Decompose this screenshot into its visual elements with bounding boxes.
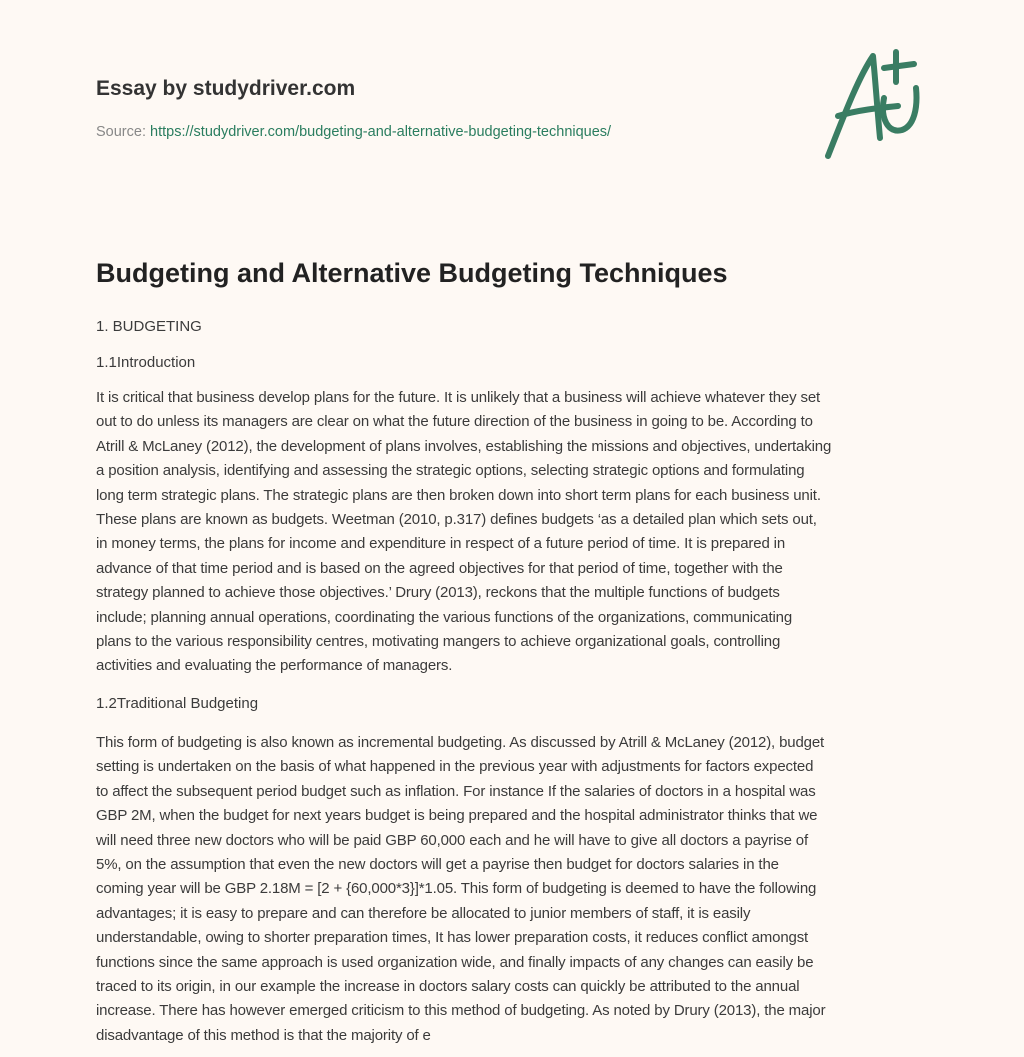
paragraph-line: traced to its origin, in our example the increase in doctors salary costs can quickly be attributed to the annual bbox=[96, 978, 800, 996]
paragraph-line: strategy planned to achieve those objectives.’ Drury (2013), reckons that the multiple functions of budgets bbox=[96, 584, 780, 602]
source-link[interactable]: https://studydriver.com/budgeting-and-alternative-budgeting-techniques/ bbox=[150, 124, 612, 140]
paragraph-line: to affect the subsequent period budget such as inflation. For instance If the salaries of doctors in a hospital was bbox=[96, 782, 816, 800]
paragraph-line: These plans are known as budgets. Weetman (2010, p.317) defines budgets ‘as a detailed plan which sets out, bbox=[96, 511, 817, 529]
paragraph-line: 5%, on the assumption that even the new doctors will get a payrise then budget for doctors salaries in the bbox=[96, 856, 779, 874]
paragraph-line: increase. There has however emerged criticism to this method of budgeting. As noted by Drury (2013), the major bbox=[96, 1002, 826, 1020]
document-title: Budgeting and Alternative Budgeting Techniques bbox=[96, 258, 728, 288]
paragraph-line: advantages; it is easy to prepare and can therefore be allocated to junior members of staff, it is easily bbox=[96, 904, 751, 922]
paragraph-line: activities and evaluating the performance of managers. bbox=[96, 657, 453, 675]
site-brand: Essay by studydriver.com bbox=[96, 77, 356, 100]
paragraph-traditional-budgeting bbox=[96, 731, 976, 1048]
paragraph-line: This form of budgeting is also known as incremental budgeting. As discussed by Atrill & McLaney (2012), budget bbox=[96, 734, 825, 751]
paragraph-line: a position analysis, identifying and assessing the strategic options, selecting strategic options and formulating bbox=[96, 462, 805, 480]
paragraph-line: long term strategic plans. The strategic plans are then broken down into short term plans for each business unit. bbox=[96, 486, 821, 504]
paragraph-line: include; planning annual operations, coordinating the various functions of the organizations, communicating bbox=[96, 608, 793, 626]
paragraph-line: understandable, owing to shorter preparation times, It has lower preparation costs, it reduces conflict amongst bbox=[96, 929, 809, 947]
paragraph-line: functions since the same approach is used organization wide, and finally impacts of any changes can easily be bbox=[96, 953, 814, 971]
paragraph-line: advance of that time period and is based on the agreed objectives for that period of time, together with the bbox=[96, 559, 783, 577]
paragraph-line: GBP 2M, when the budget for next years budget is being prepared and the hospital administrator thinks that we bbox=[96, 807, 818, 825]
paragraph-line: will need three new doctors who will be paid GBP 60,000 each and he will have to give all doctors a payrise of bbox=[96, 831, 808, 849]
paragraph-line: out to do unless its managers are clear on what the future direction of the business in going to be. According to bbox=[96, 413, 813, 431]
paragraph-line: in money terms, the plans for income and expenditure in respect of a future period of time. It is prepared in bbox=[96, 535, 786, 553]
section-heading: 1. BUDGETING bbox=[96, 318, 202, 335]
a-plus-logo-icon bbox=[818, 38, 930, 166]
paragraph-line: coming year will be GBP 2.18M = [2 + {60,000*3}]*1.05. This form of budgeting is deemed to have the following bbox=[96, 880, 817, 898]
source-label: Source: bbox=[96, 124, 146, 140]
source-line bbox=[96, 124, 611, 140]
paragraph-introduction bbox=[96, 386, 976, 679]
paragraph-line: Atrill & McLaney (2012), the development of plans involves, establishing the missions and objectives, undertaking bbox=[96, 437, 832, 455]
subsection-heading: 1.1Introduction bbox=[96, 354, 196, 371]
subsection-heading: 1.2Traditional Budgeting bbox=[96, 695, 259, 712]
paragraph-line: disadvantage of this method is that the majority of e bbox=[96, 1026, 431, 1044]
paragraph-line: plans to the various responsibility centres, motivating mangers to achieve organizational goals, controlling bbox=[96, 633, 781, 651]
paragraph-line: It is critical that business develop plans for the future. It is unlikely that a business will achieve whatever they set bbox=[96, 389, 821, 406]
paragraph-line: setting is undertaken on the basis of what happened in the previous year with adjustments for factors expected bbox=[96, 758, 814, 776]
